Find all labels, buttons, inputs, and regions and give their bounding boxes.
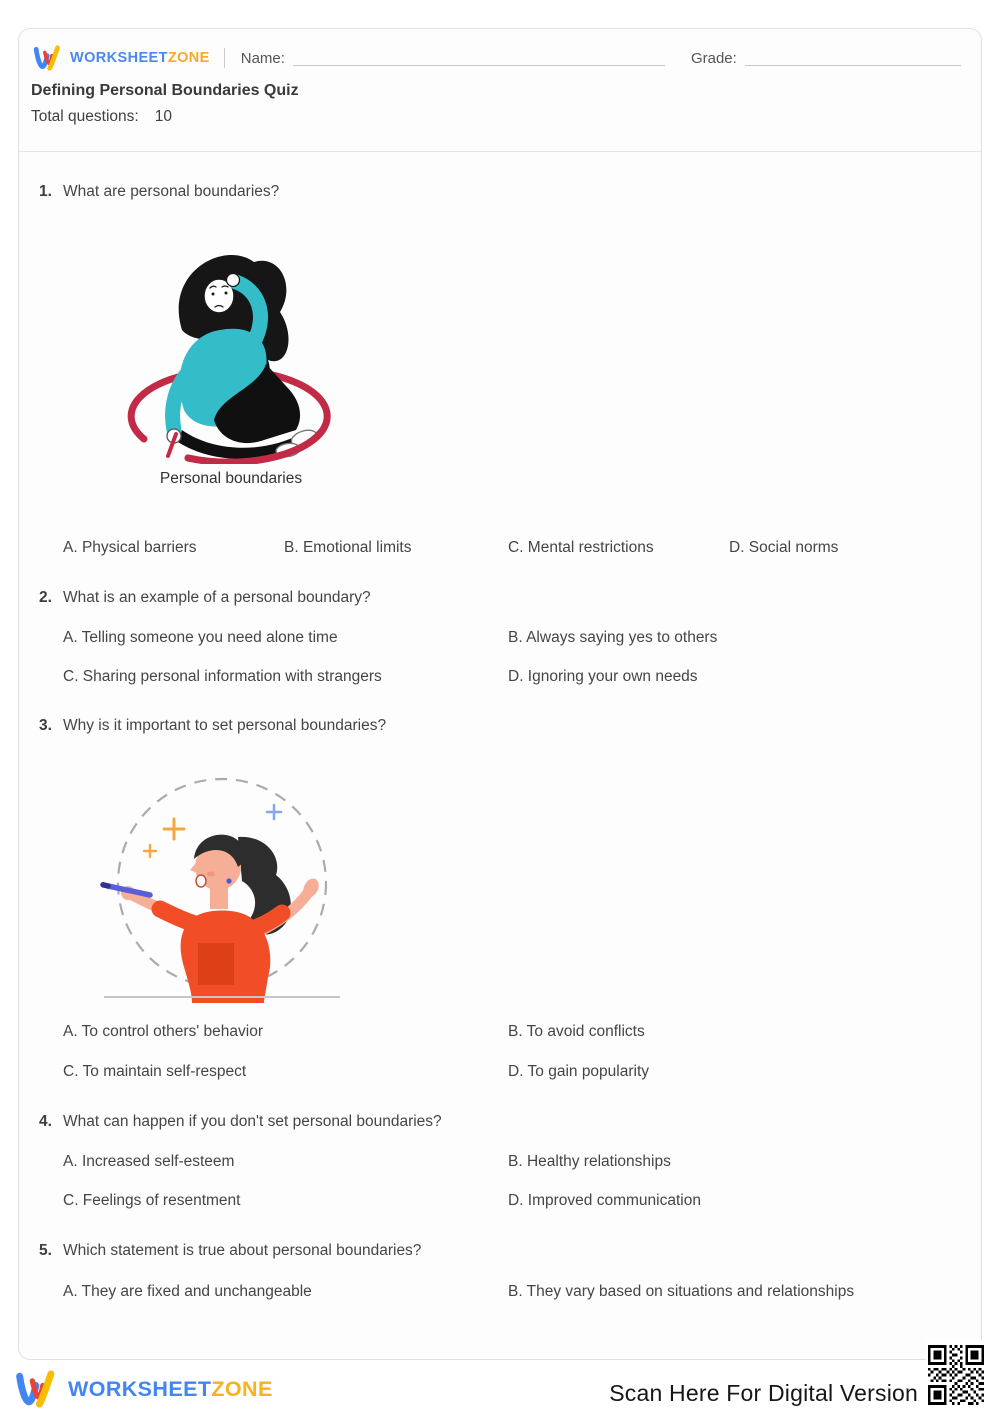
- option-1D: D. Social norms: [729, 539, 839, 556]
- question-1-image-caption: Personal boundaries: [159, 470, 303, 487]
- option-5B: B. They vary based on situations and relationships: [508, 1283, 855, 1300]
- grade-input-line[interactable]: [745, 50, 961, 66]
- quiz-title: Defining Personal Boundaries Quiz: [31, 82, 299, 99]
- footer-logo: [15, 1370, 273, 1408]
- question-3-number: 3.: [39, 717, 52, 734]
- question-5-text: Which statement is true about personal boundaries?: [63, 1242, 422, 1259]
- question-3: [39, 716, 386, 735]
- option-3A: A. To control others' behavior: [63, 1023, 263, 1040]
- worksheetzone-logo-icon-large: [15, 1370, 59, 1408]
- scan-here-text: Scan Here For Digital Version: [609, 1380, 918, 1406]
- option-3C: C. To maintain self-respect: [63, 1063, 247, 1080]
- option-2C: C. Sharing personal information with strangers: [63, 668, 382, 685]
- question-1-illustration-woman-drawing-boundary: [116, 238, 346, 464]
- qr-code-icon: [928, 1345, 984, 1405]
- option-4D: D. Improved communication: [508, 1192, 701, 1209]
- option-2B: B. Always saying yes to others: [508, 629, 718, 646]
- option-1B: B. Emotional limits: [284, 539, 412, 556]
- question-4: [39, 1112, 442, 1131]
- question-2-number: 2.: [39, 589, 52, 606]
- grade-label: Grade:: [690, 49, 737, 67]
- footer-brand-word-worksheet: WORKSHEET: [68, 1376, 212, 1401]
- question-5-number: 5.: [39, 1242, 52, 1259]
- question-2: [39, 588, 371, 607]
- option-3B: B. To avoid conflicts: [508, 1023, 645, 1040]
- total-questions-row: [31, 108, 299, 126]
- option-1C: C. Mental restrictions: [508, 539, 654, 556]
- footer-brand-name: [68, 1377, 273, 1402]
- option-4C: C. Feelings of resentment: [63, 1192, 241, 1209]
- qr-code: [926, 1340, 986, 1410]
- question-4-number: 4.: [39, 1113, 52, 1130]
- question-1-text: What are personal boundaries?: [63, 183, 280, 200]
- card-header: [33, 39, 961, 77]
- option-4A: A. Increased self-esteem: [63, 1153, 235, 1170]
- brand-word-zone: ZONE: [167, 50, 210, 66]
- worksheet-card: [18, 28, 982, 1360]
- question-4-text: What can happen if you don't set personal boundaries?: [63, 1113, 442, 1130]
- question-1-number: 1.: [39, 183, 52, 200]
- brand-word-worksheet: WORKSHEET: [70, 50, 168, 66]
- name-input-line[interactable]: [293, 50, 665, 66]
- name-label: Name:: [240, 49, 285, 67]
- option-1A: A. Physical barriers: [63, 539, 197, 556]
- worksheetzone-logo-icon: [33, 45, 63, 71]
- question-2-text: What is an example of a personal boundary?: [63, 589, 371, 606]
- option-4B: B. Healthy relationships: [508, 1153, 671, 1170]
- brand-name: [70, 50, 210, 66]
- header-separator: [224, 48, 225, 68]
- question-3-illustration-woman-dashed-circle: [98, 771, 346, 1003]
- option-2A: A. Telling someone you need alone time: [63, 629, 338, 646]
- question-3-text: Why is it important to set personal boundaries?: [63, 717, 387, 734]
- question-5: [39, 1241, 421, 1260]
- option-5A: A. They are fixed and unchangeable: [63, 1283, 312, 1300]
- header-divider-line: [19, 151, 981, 152]
- total-questions-value: 10: [154, 108, 172, 125]
- total-questions-label: Total questions:: [31, 108, 139, 125]
- footer-brand-word-zone: ZONE: [211, 1376, 273, 1401]
- option-2D: D. Ignoring your own needs: [508, 668, 698, 685]
- option-3D: D. To gain popularity: [508, 1063, 650, 1080]
- title-block: [31, 81, 299, 126]
- question-1: [39, 182, 279, 201]
